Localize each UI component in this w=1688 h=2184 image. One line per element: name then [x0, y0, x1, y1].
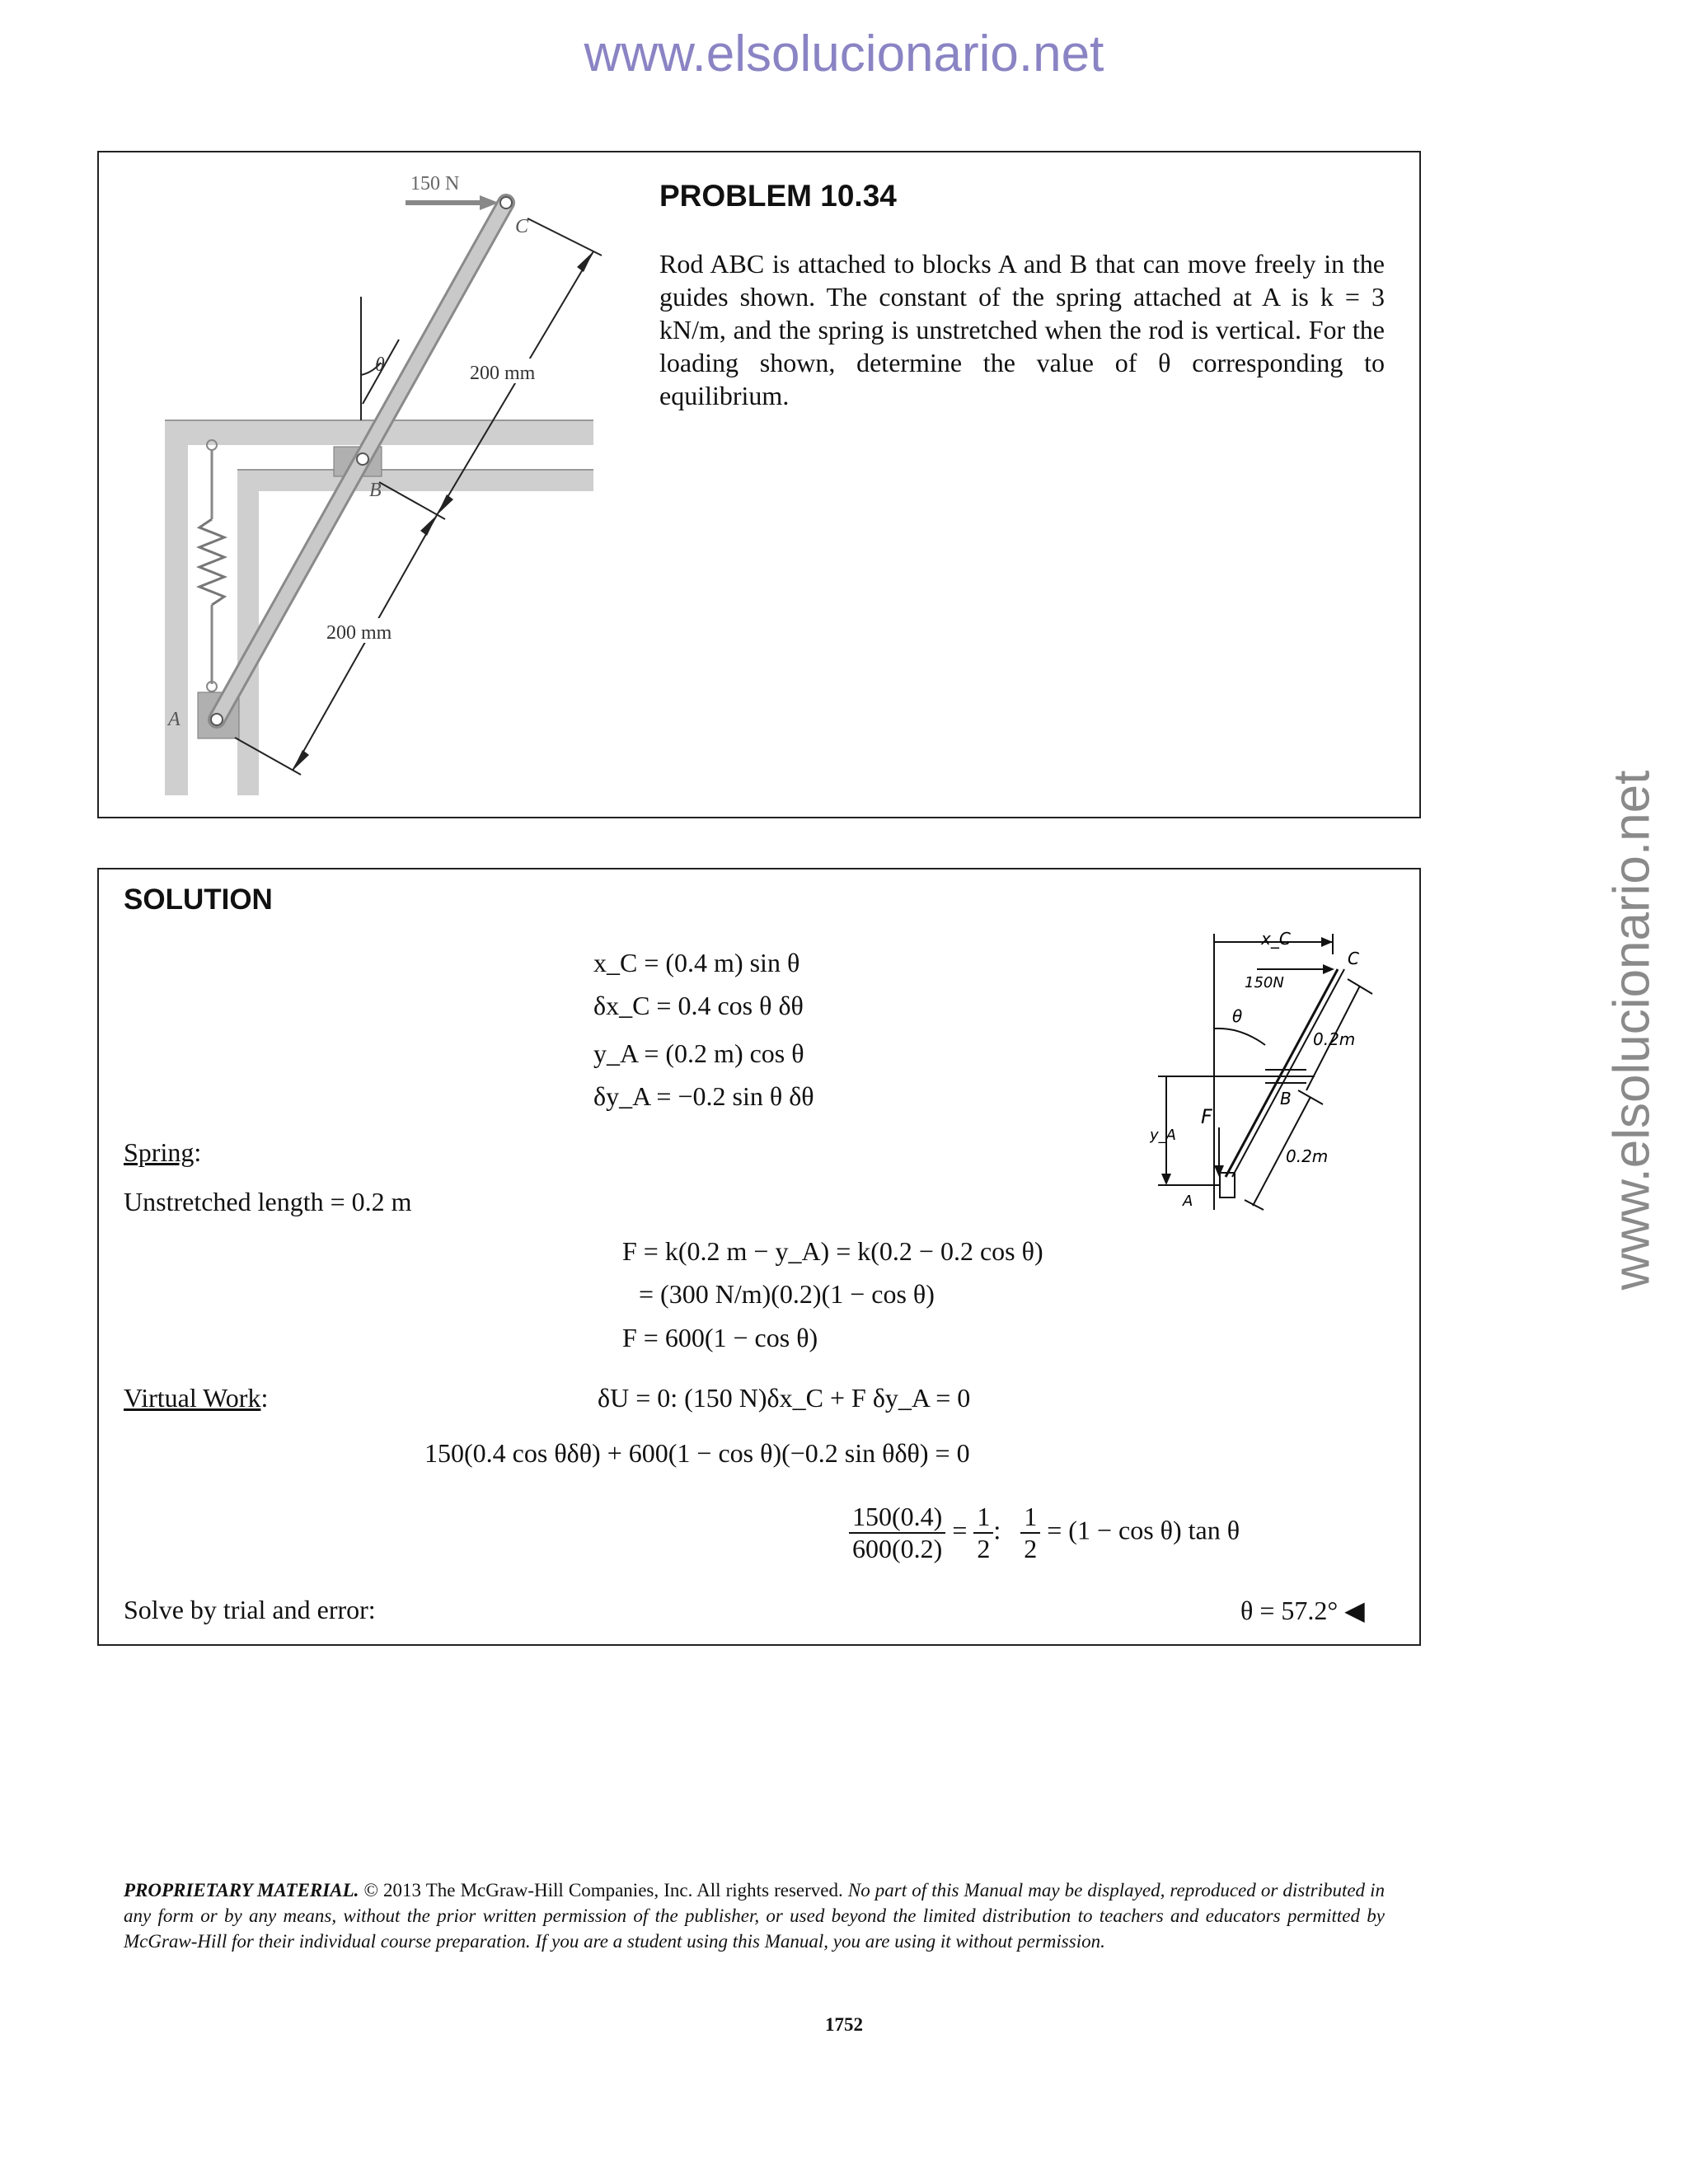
force-label: 150 N: [410, 173, 460, 194]
equation-ya: y_A = (0.2 m) cos θ: [593, 1038, 804, 1068]
label-a: A: [168, 709, 181, 730]
label-b: B: [369, 480, 382, 501]
equation-vw1: δU = 0: (150 N)δx_C + F δy_A = 0: [598, 1383, 971, 1413]
solution-title: SOLUTION: [124, 883, 273, 916]
unstretched-length: Unstretched length = 0.2 m: [124, 1187, 412, 1216]
sketch-a: A: [1183, 1193, 1193, 1210]
dim-lower-label: 200 mm: [326, 622, 392, 644]
sketch-dim1: 0.2m: [1313, 1029, 1356, 1049]
equation-vw3: $\frac{150(0.4)}{600(0.2)}$ = $\frac{1}{2}$ : $\frac{1}{2}$ = (1 − cos θ) tan θ: [849, 1502, 1240, 1564]
sketch-ya: y_A: [1150, 1127, 1176, 1144]
problem-title: PROBLEM 10.34: [659, 179, 897, 213]
virtual-work-heading: Virtual Work:: [124, 1383, 269, 1413]
equation-f3: F = 600(1 − cos θ): [622, 1323, 818, 1352]
sketch-dim2: 0.2m: [1286, 1146, 1329, 1166]
sketch-theta: θ: [1232, 1006, 1243, 1026]
page-number: 1752: [825, 2014, 863, 2035]
sketch-force: 150N: [1245, 974, 1284, 991]
dim-upper-label: 200 mm: [470, 363, 536, 384]
spring: [199, 440, 224, 691]
guide-left-outer: [165, 420, 188, 795]
problem-figure: [99, 157, 659, 816]
answer: θ = 57.2° ◀: [1240, 1596, 1365, 1625]
copyright-footer: PROPRIETARY MATERIAL. © 2013 The McGraw-Hill Companies, Inc. All rights reserved. No part of this Manual may be displayed, reproduced or distributed in any form or by any means, without the prior written permission of the publisher, or used beyond the limited distribution to teachers and educators permitted by McGraw-Hill for their individual course preparation. If you are a student using this Manual, you are using it without permission.: [124, 1880, 1386, 1952]
equation-f1: F = k(0.2 m − y_A) = k(0.2 − 0.2 cos θ): [622, 1236, 1043, 1266]
equation-f2: = (300 N/m)(0.2)(1 − cos θ): [639, 1279, 935, 1309]
equation-xc: x_C = (0.4 m) sin θ: [593, 948, 800, 977]
spring-heading: Spring:: [124, 1137, 202, 1167]
guide-top-inner: [237, 470, 593, 491]
sketch-b: B: [1280, 1089, 1292, 1108]
watermark-side: www.elsolucionario.net: [1603, 770, 1661, 1291]
solve-label: Solve by trial and error:: [124, 1595, 376, 1624]
angle-label: θ: [375, 354, 385, 376]
equation-dya: δy_A = −0.2 sin θ δθ: [593, 1081, 814, 1111]
watermark-top: www.elsolucionario.net: [584, 26, 1104, 82]
sketch-xc: x_C: [1261, 930, 1291, 949]
problem-statement: Rod ABC is attached to blocks A and B that can move freely in the guides shown. The constant of the spring attached at A is k = 3 kN/m, and the spring is unstretched when the rod is vertical. For the loading shown, determine the value of θ corresponding to equilibrium.: [659, 249, 1385, 410]
equation-dxc: δx_C = 0.4 cos θ δθ: [593, 991, 804, 1020]
equation-vw2: 150(0.4 cos θδθ) + 600(1 − cos θ)(−0.2 sin θδθ) = 0: [424, 1438, 970, 1468]
sketch-c: C: [1348, 949, 1359, 968]
label-c: C: [515, 216, 529, 237]
solution-sketch: [1150, 930, 1397, 1226]
sketch-f: F: [1201, 1105, 1212, 1128]
